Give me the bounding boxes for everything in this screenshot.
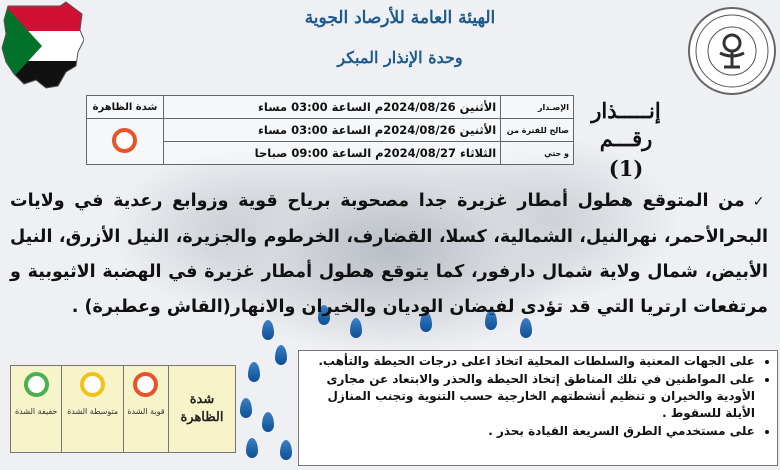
- warning-description: [10, 184, 768, 325]
- legend-label: قوية الشدة: [127, 407, 165, 416]
- severity-legend: [10, 365, 236, 453]
- warning-title: إنـــــذار: [591, 98, 661, 123]
- instructions-list: [303, 353, 773, 440]
- strong-ring-icon: [133, 372, 158, 397]
- instruction-item: • على المواطنين في تلك المناطق إتخاذ الحيطة والحذر والابتعاد عن مجارى الأودية والخيران و تنظيم أنشطتهم الخارجية حسب التنوية وتجنب المنازل الأيلة للسقوط .: [303, 371, 755, 422]
- warning-number-box: [580, 92, 672, 181]
- legend-title: شدة الظاهرة: [169, 366, 236, 453]
- severity-indicator-icon: [112, 128, 137, 153]
- instructions-box: [298, 350, 778, 466]
- rain-drop: [275, 345, 287, 365]
- rain-drop: [280, 440, 292, 460]
- legend-level-strong: [123, 366, 168, 453]
- rain-drop: [262, 412, 274, 432]
- rain-drop: [248, 362, 260, 382]
- issued-label: الإصـدار: [501, 96, 574, 119]
- checkmark-icon: ✓: [752, 194, 769, 210]
- instruction-item: • على الجهات المعنية والسلطات المحلية اتخاذ اعلى درجات الحيطة والتأهب.: [303, 353, 755, 370]
- unit-title: وحدة الإنذار المبكر: [337, 48, 463, 67]
- instruction-item: • على مستخدمي الطرق السريعة القيادة بحذر .: [303, 423, 755, 440]
- table-row: [87, 119, 574, 142]
- table-row: [87, 96, 574, 119]
- legend-level-light: [11, 366, 62, 453]
- organization-title: الهيئة العامة للأرصاد الجوية: [304, 8, 496, 28]
- legend-label: خفيفة الشدة: [14, 407, 58, 416]
- medium-ring-icon: [80, 372, 105, 397]
- rain-drop: [246, 438, 258, 458]
- until-value: الثلاثاء 2024/08/27م الساعة 09:00 صباحا: [163, 142, 500, 165]
- rain-drop: [240, 398, 252, 418]
- light-ring-icon: [24, 372, 49, 397]
- warning-number: رقـــم (1): [599, 126, 653, 181]
- warning-text: من المتوقع هطول أمطار غزيرة جدا مصحوبة برياح قوية وزوابع رعدية في ولايات البحرالأحمر، نهرالنيل، الشمالية، كسلا، القضارف، الخرطوم والجزيرة، النيل الأزرق، النيل الأبيض، شمال ولاية شمال دارفور، كما يتوقع هطول أمطار غزيرة في الهضبة الاثيوبية و مرتفعات ارتريا التي قد تؤدى لفيضان الوديان والخيران والانهار(القاش وعطبرة) .: [10, 191, 768, 317]
- legend-level-medium: [62, 366, 124, 453]
- valid-from-value: الأثنين 2024/08/26م الساعة 03:00 مساء: [163, 119, 500, 142]
- sudan-flag-map: [0, 0, 84, 92]
- issued-value: الأثنين 2024/08/26م الساعة 03:00 مساء: [163, 96, 500, 119]
- meteorological-authority-logo: [688, 7, 776, 95]
- severity-cell: [87, 119, 164, 165]
- issue-validity-table: [86, 95, 574, 165]
- severity-header: شدة الظاهرة: [87, 96, 164, 119]
- until-label: و حتي: [501, 142, 574, 165]
- valid-from-label: صالح للفترة من: [501, 119, 574, 142]
- legend-label: متوسطة الشدة: [67, 407, 119, 416]
